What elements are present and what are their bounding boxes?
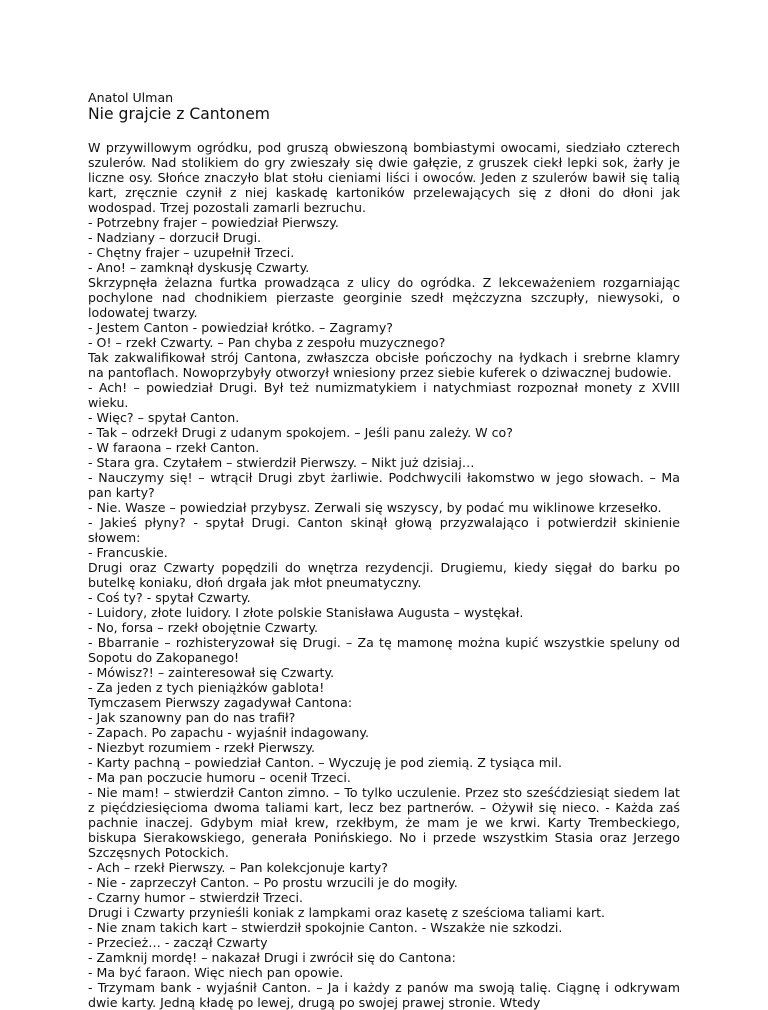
- story-paragraph: - Nie. Wasze – powiedział przybysz. Zerwali się wszyscy, by podać mu wiklinowe krzesełko.: [88, 500, 662, 515]
- story-paragraph: - Luidory, złote luidory. I złote polskie Stanisława Augusta – wystękał.: [88, 605, 524, 620]
- story-paragraph: - Więc? – spytał Canton.: [88, 410, 240, 425]
- story-paragraph: - Ma być faraon. Więc niech pan opowie.: [88, 965, 344, 980]
- story-paragraph: - Przecież… - zaczął Czwarty: [88, 935, 268, 950]
- story-paragraph: - Nauczymy się! – wtrącił Drugi zbyt żarliwie. Podchwycili łakomstwo w jego słowach. – Ma pan karty?: [88, 470, 680, 500]
- story-paragraph: - Jak szanowny pan do nas trafił?: [88, 710, 296, 725]
- story-paragraph: - Karty pachną – powiedział Canton. – Wyczuję je pod ziemią. Z tysiąca mil.: [88, 755, 563, 770]
- story-paragraph: - Potrzebny frajer – powiedział Pierwszy.: [88, 215, 339, 230]
- story-paragraph: - Czarny humor – stwierdził Trzeci.: [88, 890, 303, 905]
- story-paragraph: - Ma pan poczucie humoru – ocenił Trzeci.: [88, 770, 351, 785]
- story-title: Nie grajcie z Cantonem: [88, 105, 270, 123]
- story-paragraph: Tymczasem Pierwszy zagadywał Cantona:: [88, 695, 353, 710]
- story-paragraph: Skrzypnęła żelazna furtka prowadząca z ulicy do ogródka. Z lekceważeniem rozgarniając pochylone nad chodnikiem pierzaste georginie szedł mężczyzna szczupły, niewysoki, o lodowatej twarzy.: [88, 275, 680, 320]
- story-paragraph: - Nie - zaprzeczył Canton. – Po prostu wrzucili je do mogiły.: [88, 875, 458, 890]
- document-page: [88, 90, 680, 1010]
- story-paragraph: - Jakieś płyny? - spytał Drugi. Canton skinął głową przyzwalająco i potwierdził skinienie słowem:: [88, 515, 680, 545]
- story-paragraph: - Stara gra. Czytałem – stwierdził Pierwszy. – Nikt już dzisiaj…: [88, 455, 475, 470]
- story-paragraph: - O! – rzekł Czwarty. – Pan chyba z zespołu muzycznego?: [88, 335, 446, 350]
- story-paragraph: - Bbarranie – rozhisteryzował się Drugi. – Za tę mamonę można kupić wszystkie speluny od Sopotu do Zakopanego!: [88, 635, 680, 665]
- story-paragraph: - Tak – odrzekł Drugi z udanym spokojem. – Jeśli panu zależy. W co?: [88, 425, 513, 440]
- author-name: Anatol Ulman: [88, 90, 174, 105]
- story-paragraph: Tak zakwalifikował strój Cantona, zwłaszcza obcisłe pończochy na łydkach i srebrne klamry na pantoflach. Nowoprzybyły otworzył wniesiony przez siebie kuferek o dziwacznej budowie.: [88, 350, 680, 380]
- story-paragraph: - Zapach. Po zapachu - wyjaśnił indagowany.: [88, 725, 369, 740]
- story-paragraph: - Za jeden z tych pieniążków gablota!: [88, 680, 325, 695]
- story-paragraph: - Francuskie.: [88, 545, 168, 560]
- story-paragraph: - Mówisz?! – zainteresował się Czwarty.: [88, 665, 335, 680]
- story-paragraph: - Ach! – powiedział Drugi. Był też numizmatykiem i natychmiast rozpoznał monety z XVIII wieku.: [88, 380, 680, 410]
- story-paragraph: - Ano! – zamknął dyskusję Czwarty.: [88, 260, 310, 275]
- story-body: [88, 140, 680, 1010]
- story-paragraph: Drugi i Czwarty przynieśli koniak z lampkami oraz kasetę z sześciома taliami kart.: [88, 905, 606, 920]
- story-paragraph: - Coś ty? - spytał Czwarty.: [88, 590, 251, 605]
- story-paragraph: - Zamknij mordę! – nakazał Drugi i zwrócił się do Cantona:: [88, 950, 456, 965]
- story-paragraph: - Nie mam! – stwierdził Canton zimno. – To tylko uczulenie. Przez sto sześćdziesiąt siedem lat z pięćdziesięcioma dwoma taliami kart, lecz bez partnerów. – Ożywił się nieco. - Każda zaś pachnie inaczej. Gdybym miał krew, rzekłbym, że mam je we krwi. Karty Trembeckiego, biskupa Sierakowskiego, generała Ponińskiego. No i przede wszystkim Stasia oraz Jerzego Szczęsnych Potockich.: [88, 785, 680, 860]
- story-paragraph: - Ach – rzekł Pierwszy. – Pan kolekcjonuje karty?: [88, 860, 388, 875]
- story-paragraph: - No, forsa – rzekł obojętnie Czwarty.: [88, 620, 319, 635]
- story-paragraph: - Nie znam takich kart – stwierdził spokojnie Canton. - Wszakże nie szkodzi.: [88, 920, 563, 935]
- story-paragraph: - Nadziany – dorzucił Drugi.: [88, 230, 262, 245]
- story-paragraph: - W faraona – rzekł Canton.: [88, 440, 260, 455]
- story-paragraph: Drugi oraz Czwarty popędzili do wnętrza rezydencji. Drugiemu, kiedy sięgał do barku po butelkę koniaku, dłoń drgała jak młot pneumatyczny.: [88, 560, 680, 590]
- story-paragraph: - Niezbyt rozumiem - rzekł Pierwszy.: [88, 740, 316, 755]
- story-paragraph: - Chętny frajer – uzupełnił Trzeci.: [88, 245, 295, 260]
- story-paragraph: - Jestem Canton - powiedział krótko. – Zagramy?: [88, 320, 393, 335]
- story-paragraph: - Trzymam bank - wyjaśnił Canton. – Ja i każdy z panów ma swoją talię. Ciągnę i odkrywam dwie karty. Jedną kładę po lewej, drugą po swojej prawej stronie. Wtedy: [88, 980, 680, 1010]
- story-paragraph: W przywillowym ogródku, pod gruszą obwieszoną bombiastymi owocami, siedziało czterech szulerów. Nad stolikiem do gry zwieszały się dwie gałęzie, z gruszek ciekł lepki sok, żarły je liczne osy. Słońce znaczyło blat stołu cieniami liści i owoców. Jeden z szulerów bawił się talią kart, zręcznie czynił z niej kaskadę kartoników przelewających się z dłoni do dłoni jak wodospad. Trzej pozostali zamarli bezruchu.: [88, 140, 680, 215]
